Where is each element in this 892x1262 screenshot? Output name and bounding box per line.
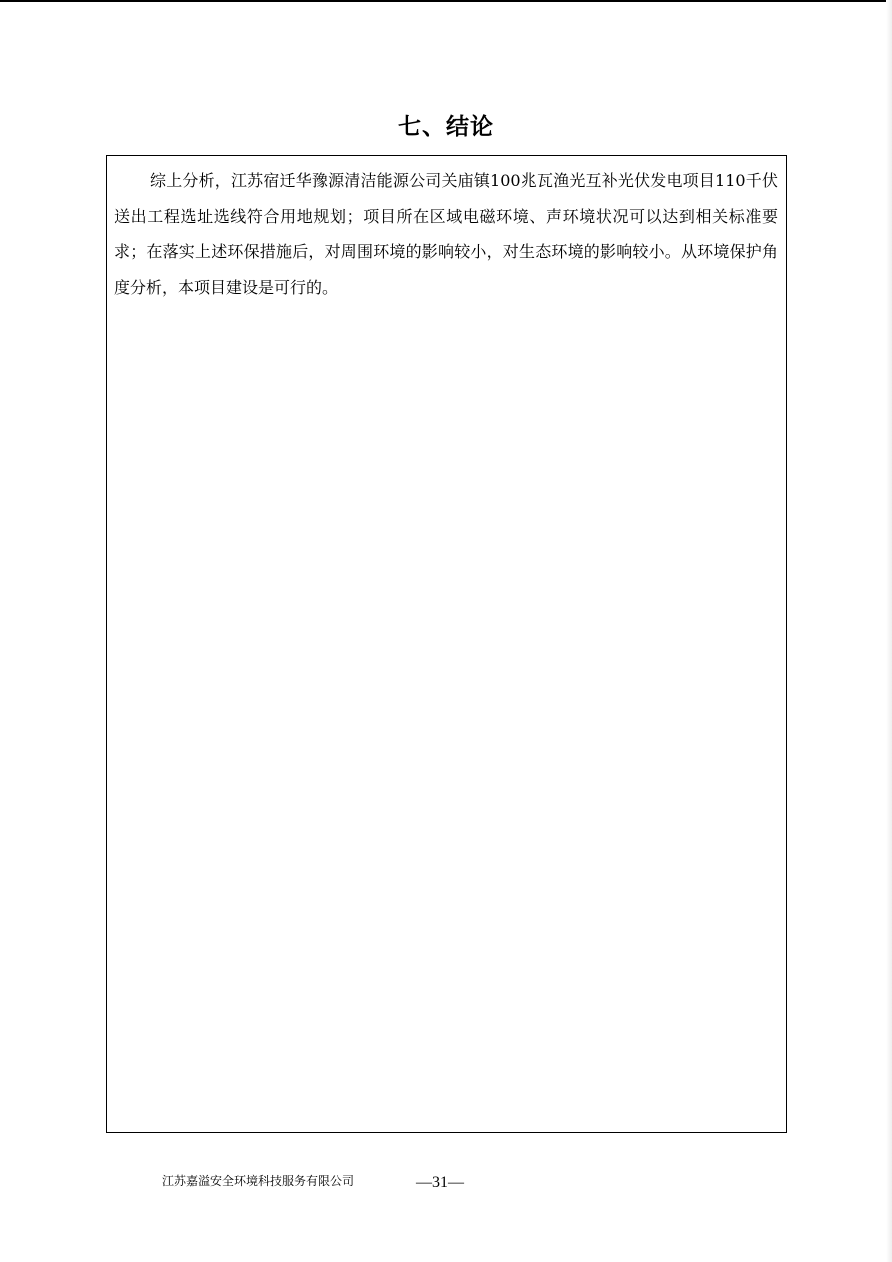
page-footer [0,1172,892,1196]
top-border-line [0,0,892,2]
section-title: 七、结论 [398,114,494,140]
conclusion-box [106,155,787,1133]
page-number: —31— [416,1174,464,1191]
page-edge-shadow [886,0,892,1262]
conclusion-paragraph: 综上分析，江苏宿迁华豫源清洁能源公司关庙镇100兆瓦渔光互补光伏发电项目110千伏送出工程选址选线符合用地规划；项目所在区域电磁环境、声环境状况可以达到相关标准要求；在落实上述环保措施后，对周围环境的影响较小，对生态环境的影响较小。从环境保护角度分析，本项目建设是可行的。 [114,171,778,297]
footer-company-name: 江苏嘉溢安全环境科技服务有限公司 [162,1174,355,1188]
